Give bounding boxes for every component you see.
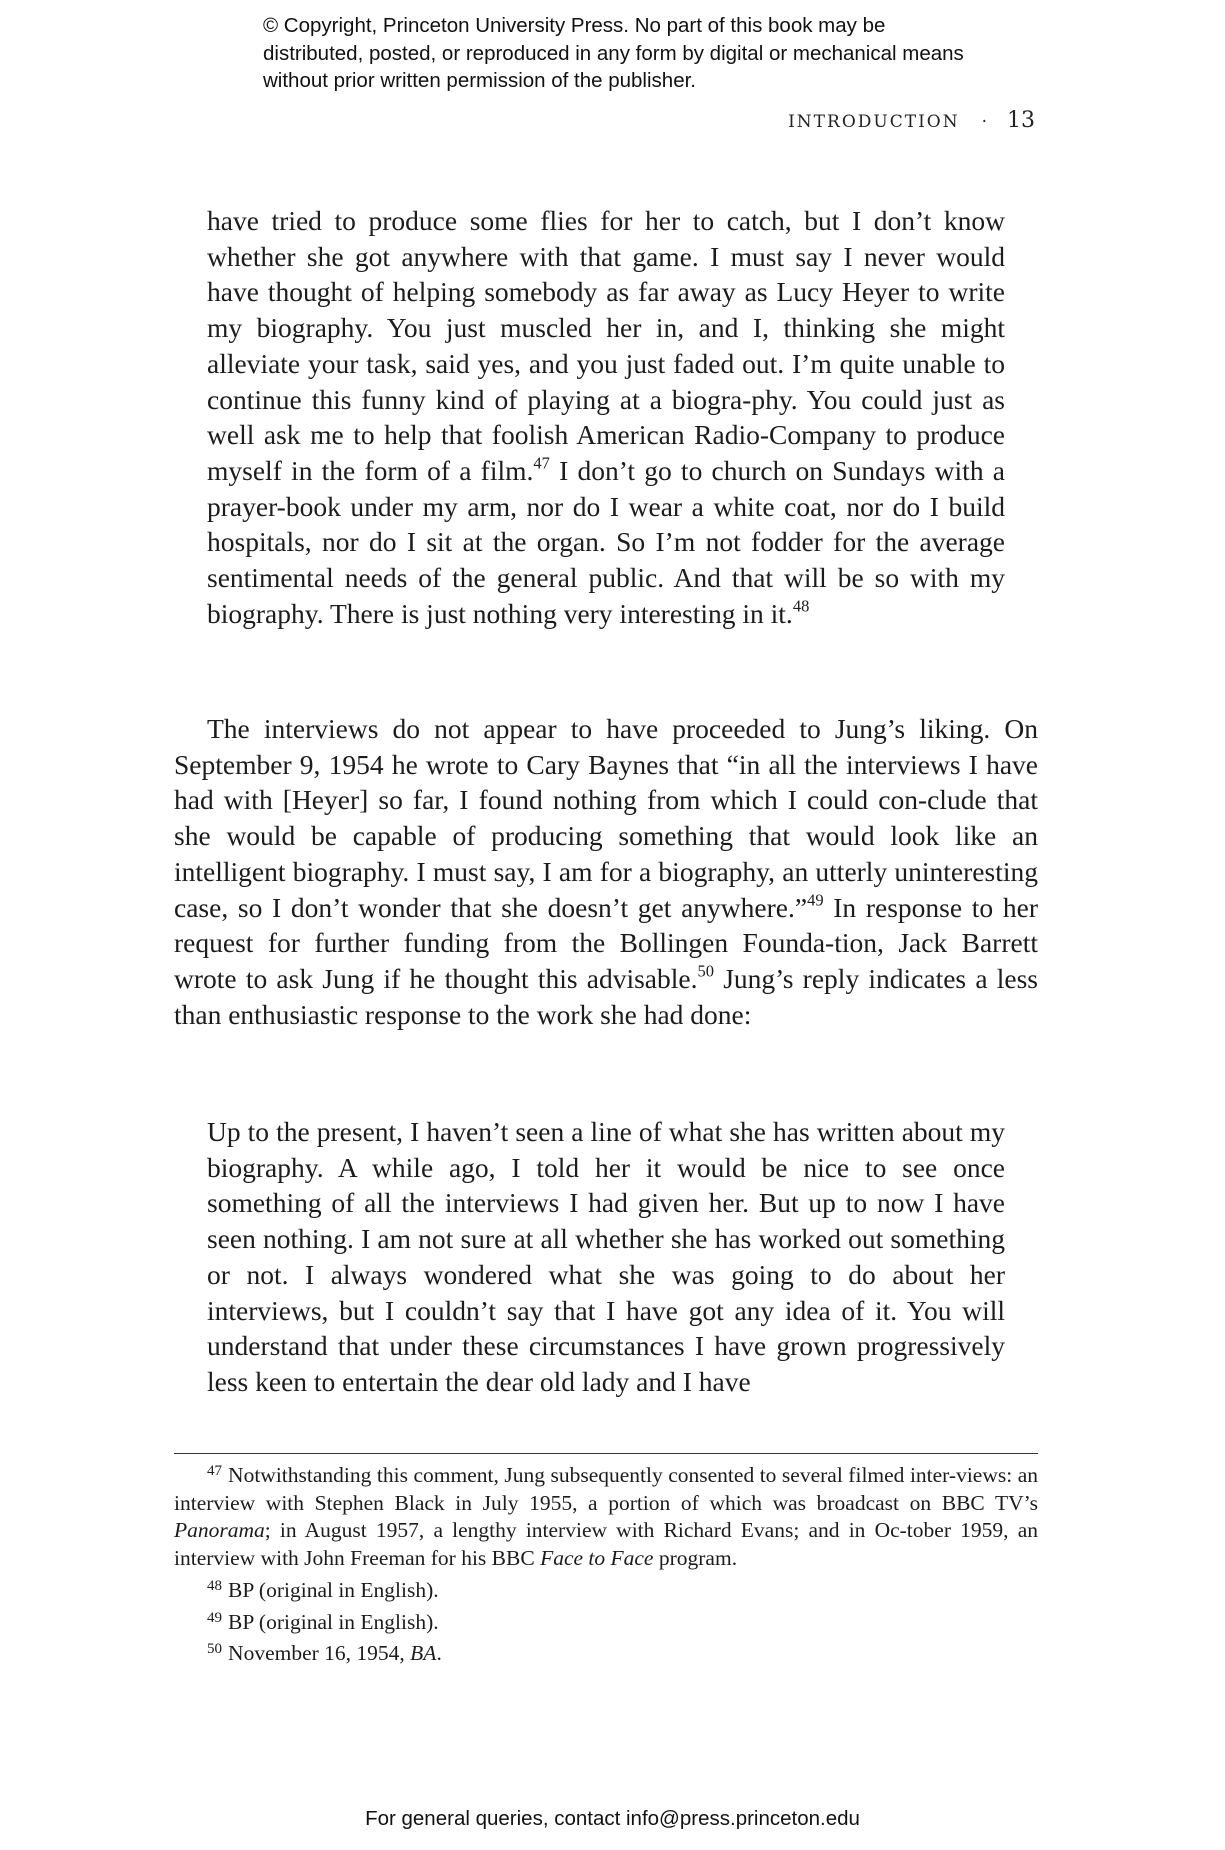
footnote-rule [174,1453,1038,1454]
footnote-italic-title: BA [410,1640,437,1665]
running-head [788,108,1035,133]
footnote-italic-title: Panorama [174,1518,265,1543]
footnote-48 [174,1573,1038,1605]
footnote-text: BP (original in English). [228,1577,439,1602]
footnote-number: 49 [207,1609,223,1626]
block-quote-2 [207,1114,1005,1400]
footnote-ref-50: 50 [697,961,714,981]
footnote-text: ; in August 1957, a lengthy interview with Richard Evans; and in Oc-tober 1959, an interview with John Freeman for his BBC [174,1518,1038,1571]
footnote-ref-49: 49 [807,889,824,909]
body-paragraph-text: The interviews do not appear to have proceeded to Jung’s liking. On September 9, 1954 he wrote to Cary Baynes that “in all the interviews I have had with [Heyer] so far, I found nothing from which I could con-clude that she would be capable of producing something that would look like an intelligent biography. I must say, I am for a biography, an utterly uninteresting case, so I don’t wonder that she doesn’t get anywhere.” [174,713,1038,923]
block-quote-2-text: Up to the present, I haven’t seen a line of what she has written about my biography. A while ago, I told her it would be nice to see once something of all the interviews I had given her. But up to now I have seen nothing. I am not sure at all whether she has worked out something or not. I always wondered what she was going to do about her interviews, but I couldn’t say that I have got any idea of it. You will understand that under these circumstances I have grown progressively less keen to entertain the dear old lady and I have [207,1116,1005,1397]
block-quote-1-text: have tried to produce some flies for her to catch, but I don’t know whether she got anywhere with that game. I must say I never would have thought of helping somebody as far away as Lucy Heyer to write my biography. You just muscled her in, and I, thinking she might alleviate your task, said yes, and you just faded out. I’m quite unable to continue this funny kind of playing at a biogra-phy. You could just as well ask me to help that foolish American Radio-Company to produce myself in the form of a film. [207,205,1005,486]
running-title: INTRODUCTION [788,112,960,132]
body-paragraph [174,711,1038,1032]
footnote-ref-48: 48 [792,596,810,616]
footnote-ref-47: 47 [533,453,550,473]
footnotes [174,1458,1038,1668]
footnote-number: 47 [207,1463,223,1479]
page-number: 13 [1007,108,1035,133]
footnote-49 [174,1605,1038,1637]
footnote-text: November 16, 1954, [228,1640,411,1665]
body-paragraph-text-cont: In response to her request for further funding from the Bollingen Founda-tion, Jack Barrett wrote to ask Jung if he thought this advisable. [174,891,1039,994]
running-head-separator: · [981,112,989,132]
copyright-notice: © Copyright, Princeton University Press. No part of this book may be distributed, posted, or reproduced in any form by digital or mechanical means without prior written permission of the publisher. [263,14,964,92]
footnote-47 [174,1458,1038,1573]
block-quote-1-text-cont: I don’t go to church on Sundays with a prayer-book under my arm, nor do I wear a white coat, nor do I build hospitals, nor do I sit at the organ. So I’m not fodder for the average sentimental needs of the general public. And that will be so with my biography. There is just nothing very interesting in it. [207,454,1005,629]
footnote-text: Notwithstanding this comment, Jung subsequently consented to several filmed inter-views: an interview with Stephen Black in July 1955, a portion of which was broadcast on BBC TV’s [174,1462,1038,1515]
contact-footer: For general queries, contact info@press.princeton.edu [365,1807,860,1830]
footnote-number: 48 [207,1577,223,1594]
footnote-text: BP (original in English). [228,1609,439,1634]
footnote-number: 50 [207,1641,223,1658]
footnote-italic-title: Face to Face [540,1546,654,1571]
block-quote-1 [207,203,1005,631]
footnote-50 [174,1636,1038,1668]
body-paragraph-text-end: Jung’s reply indicates a less than enthusiastic response to the work she had done: [174,962,1038,1030]
footnote-text: program. [653,1546,738,1571]
footnote-text: . [436,1640,442,1665]
